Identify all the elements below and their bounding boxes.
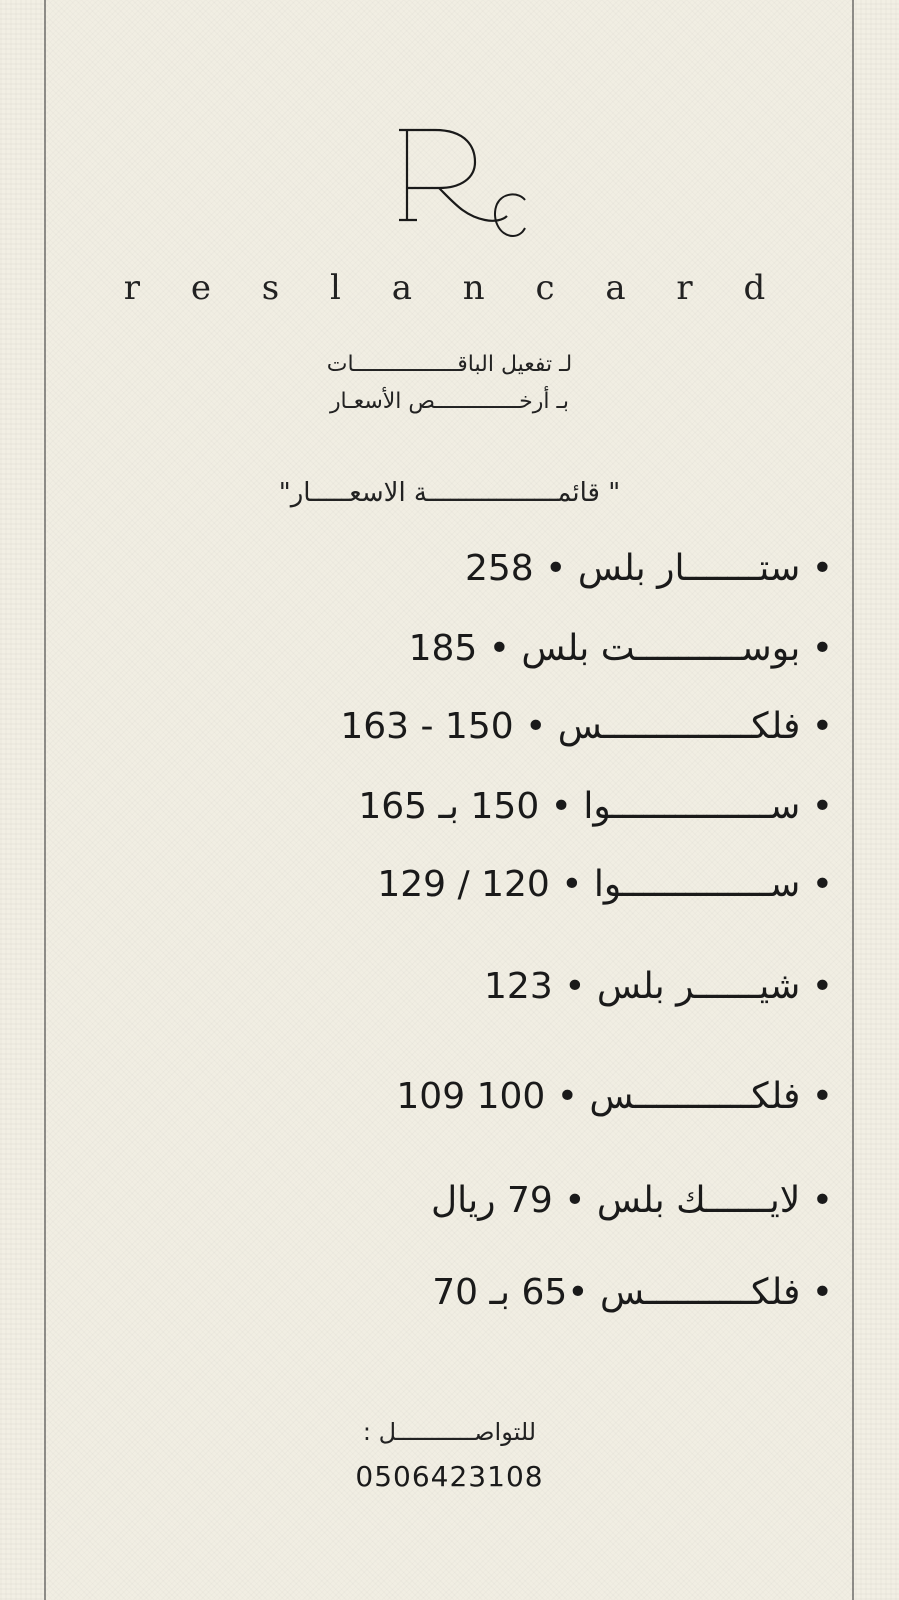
contact-phone[interactable]: 0506423108	[355, 1460, 544, 1493]
price-item: • لايــــــك بلس • 79 ريال	[430, 1180, 833, 1221]
price-item: • ســـــــــــــــوا • 150 بـ 165	[358, 786, 833, 827]
price-item: • فلكــــــــــــــس • 150 - 163	[340, 706, 833, 747]
price-item: • ســــــــــــــوا • 120 / 129	[377, 864, 833, 905]
rc-logo	[395, 120, 545, 250]
price-list-title: " قائمـــــــــــــــــة الاسعـــــار"	[278, 478, 621, 508]
price-item: • فلكــــــــــس •65 بـ 70	[432, 1272, 833, 1313]
tagline-line-2: بـ أرخـــــــــــــص الأسعـار	[329, 389, 570, 414]
price-item: • ستـــــــار بلس • 258	[464, 548, 833, 589]
contact-label: للتواصـــــــــــل :	[362, 1418, 537, 1446]
brand-name: r e s l a n c a r d	[123, 268, 786, 308]
price-item: • بوســــــــــت بلس • 185	[408, 628, 833, 669]
tagline-line-1: لـ تفعيل الباقــــــــــــــــات	[326, 352, 573, 377]
price-item: • فلكـــــــــــس • 100 109	[396, 1076, 833, 1117]
price-item: • شيــــــر بلس • 123	[484, 966, 833, 1007]
